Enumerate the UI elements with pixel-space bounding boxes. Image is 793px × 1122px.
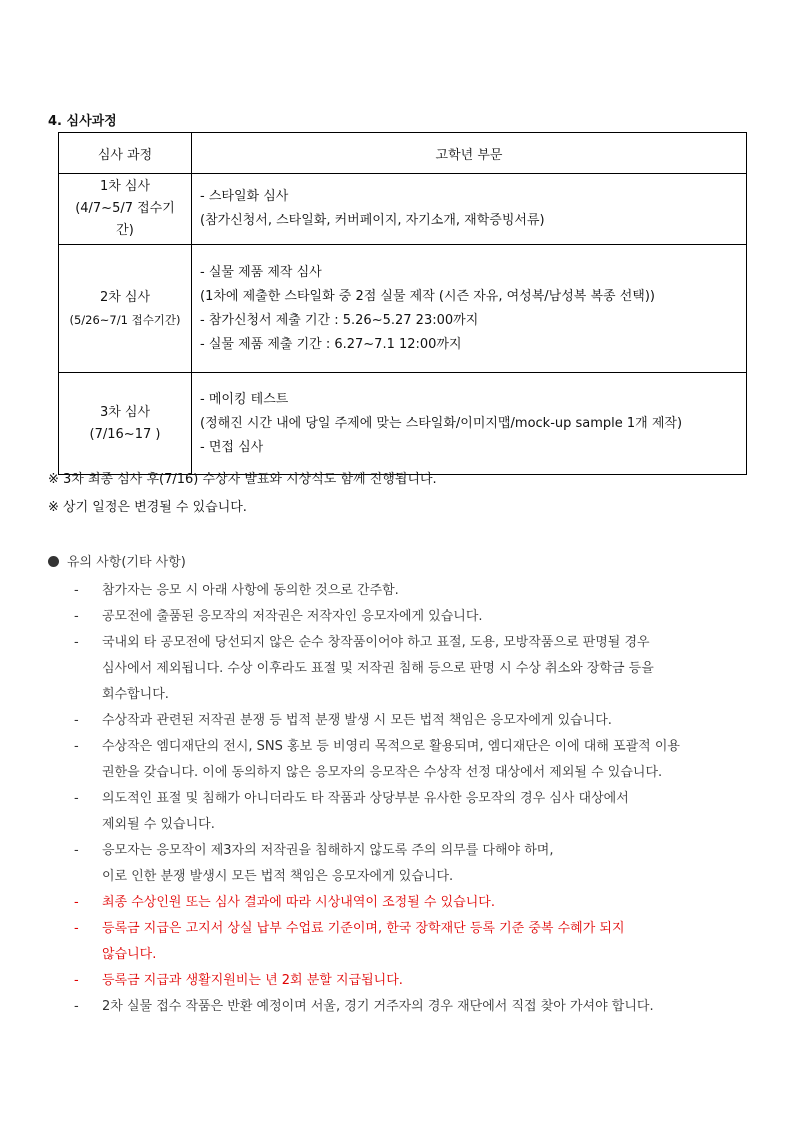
caution-item <box>74 734 754 786</box>
dash-marker: - <box>74 713 79 728</box>
caution-text-line: 등록금 지급은 고지서 상실 납부 수업료 기준이며, 한국 장학재단 등록 기준 중복 수혜가 되지 <box>102 921 625 936</box>
detail-line: (정해진 시간 내에 당일 주제에 맞는 스타일화/이미지맵/mock-up sample 1개 제작) <box>200 415 683 431</box>
detail-line: - 실물 제품 제작 심사 <box>200 264 322 280</box>
caution-text-line: 참가자는 응모 시 아래 사항에 동의한 것으로 간주함. <box>102 583 399 598</box>
caution-text-line: 심사에서 제외됩니다. 수상 이후라도 표절 및 저작권 침해 등으로 판명 시 수상 취소와 장학금 등을 <box>102 661 654 676</box>
note-award-ceremony: ※ 3차 최종 심사 후(7/16) 수상자 발표와 시상식도 함께 진행됩니다. <box>48 472 437 487</box>
caution-text-line: 수상작과 관련된 저작권 분쟁 등 법적 분쟁 발생 시 모든 법적 책임은 응모자에게 있습니다. <box>102 713 612 728</box>
table-row <box>59 174 747 245</box>
header-division: 고학년 부문 <box>192 133 747 174</box>
caution-text-line: 제외될 수 있습니다. <box>102 817 215 832</box>
review-process-table <box>58 132 747 475</box>
detail-line: - 참가신청서 제출 기간 : 5.26~5.27 23:00까지 <box>200 312 479 328</box>
detail-line: (참가신청서, 스타일화, 커버페이지, 자기소개, 재학증빙서류) <box>200 213 545 228</box>
dash-marker: - <box>74 791 79 806</box>
caution-text-line: 회수합니다. <box>102 687 169 702</box>
dash-marker: - <box>74 635 79 650</box>
dash-marker: - <box>74 999 79 1014</box>
stage-name: 3차 심사 <box>99 404 151 420</box>
stage-cell <box>59 245 192 373</box>
dash-marker: - <box>74 739 79 754</box>
table-row <box>59 245 747 373</box>
detail-cell <box>192 373 747 475</box>
caution-text-line: 의도적인 표절 및 침해가 아니더라도 타 작품과 상당부분 유사한 응모작의 경우 심사 대상에서 <box>102 791 629 806</box>
caution-text-line: 권한을 갖습니다. 이에 동의하지 않은 응모자의 응모작은 수상작 선정 대상에서 제외될 수 있습니다. <box>102 765 663 780</box>
caution-text-line: 국내외 타 공모전에 당선되지 않은 순수 창작품이어야 하고 표절, 도용, 모방작품으로 판명될 경우 <box>102 635 650 650</box>
detail-line: (1차에 제출한 스타일화 중 2점 실물 제작 (시즌 자유, 여성복/남성복 복종 선택)) <box>200 288 655 304</box>
detail-line: - 스타일화 심사 <box>200 189 289 204</box>
table-row <box>59 373 747 475</box>
caution-text-line: 응모자는 응모작이 제3자의 저작권을 침해하지 않도록 주의 의무를 다해야 하며, <box>102 843 554 858</box>
detail-line: - 면접 심사 <box>200 439 264 455</box>
caution-item <box>74 604 754 630</box>
header-stage: 심사 과정 <box>59 133 192 174</box>
caution-text-line: 등록금 지급과 생활지원비는 년 2회 분할 지급됩니다. <box>102 973 403 988</box>
detail-cell <box>192 174 747 245</box>
table-header-row <box>59 133 747 174</box>
detail-line: - 실물 제품 제출 기간 : 6.27~7.1 12:00까지 <box>200 336 462 352</box>
dash-marker: - <box>74 895 79 910</box>
cautions-heading-text: 유의 사항(기타 사항) <box>67 555 186 570</box>
stage-cell <box>59 174 192 245</box>
caution-item <box>74 630 754 708</box>
detail-cell <box>192 245 747 373</box>
dash-marker: - <box>74 843 79 858</box>
caution-text-line: 수상작은 엠디재단의 전시, SNS 홍보 등 비영리 목적으로 활용되며, 엠디재단은 이에 대해 포괄적 이용 <box>102 739 680 754</box>
note-schedule-change: ※ 상기 일정은 변경될 수 있습니다. <box>48 500 247 515</box>
stage-period: (7/16~17 ) <box>89 426 161 442</box>
caution-item <box>74 708 754 734</box>
stage-name: 2차 심사 <box>99 289 151 305</box>
caution-item <box>74 994 754 1020</box>
caution-text-line: 않습니다. <box>102 947 157 962</box>
caution-text-line: 이로 인한 분쟁 발생시 모든 법적 책임은 응모자에게 있습니다. <box>102 869 454 884</box>
dash-marker: - <box>74 609 79 624</box>
dash-marker: - <box>74 583 79 598</box>
cautions-heading <box>48 553 186 573</box>
stage-name: 1차 심사 <box>99 179 151 194</box>
dash-marker: - <box>74 921 79 936</box>
caution-item <box>74 786 754 838</box>
caution-item <box>74 968 754 994</box>
bullet-icon <box>48 556 59 567</box>
caution-item <box>74 890 754 916</box>
caution-text-line: 2차 실물 접수 작품은 반환 예정이며 서울, 경기 거주자의 경우 재단에서 직접 찾아 가셔야 합니다. <box>102 999 654 1014</box>
caution-item <box>74 578 754 604</box>
caution-item <box>74 838 754 890</box>
cautions-list <box>74 578 754 1020</box>
caution-text-line: 최종 수상인원 또는 심사 결과에 따라 시상내역이 조정될 수 있습니다. <box>102 895 495 910</box>
dash-marker: - <box>74 973 79 988</box>
stage-cell <box>59 373 192 475</box>
caution-item <box>74 916 754 968</box>
stage-period: (4/7~5/7 접수기간) <box>75 201 175 238</box>
detail-line: - 메이킹 테스트 <box>200 391 289 407</box>
section-title: 4. 심사과정 <box>48 114 117 129</box>
caution-text-line: 공모전에 출품된 응모작의 저작권은 저작자인 응모자에게 있습니다. <box>102 609 483 624</box>
stage-period: (5/26~7/1 접수기간) <box>69 312 181 327</box>
